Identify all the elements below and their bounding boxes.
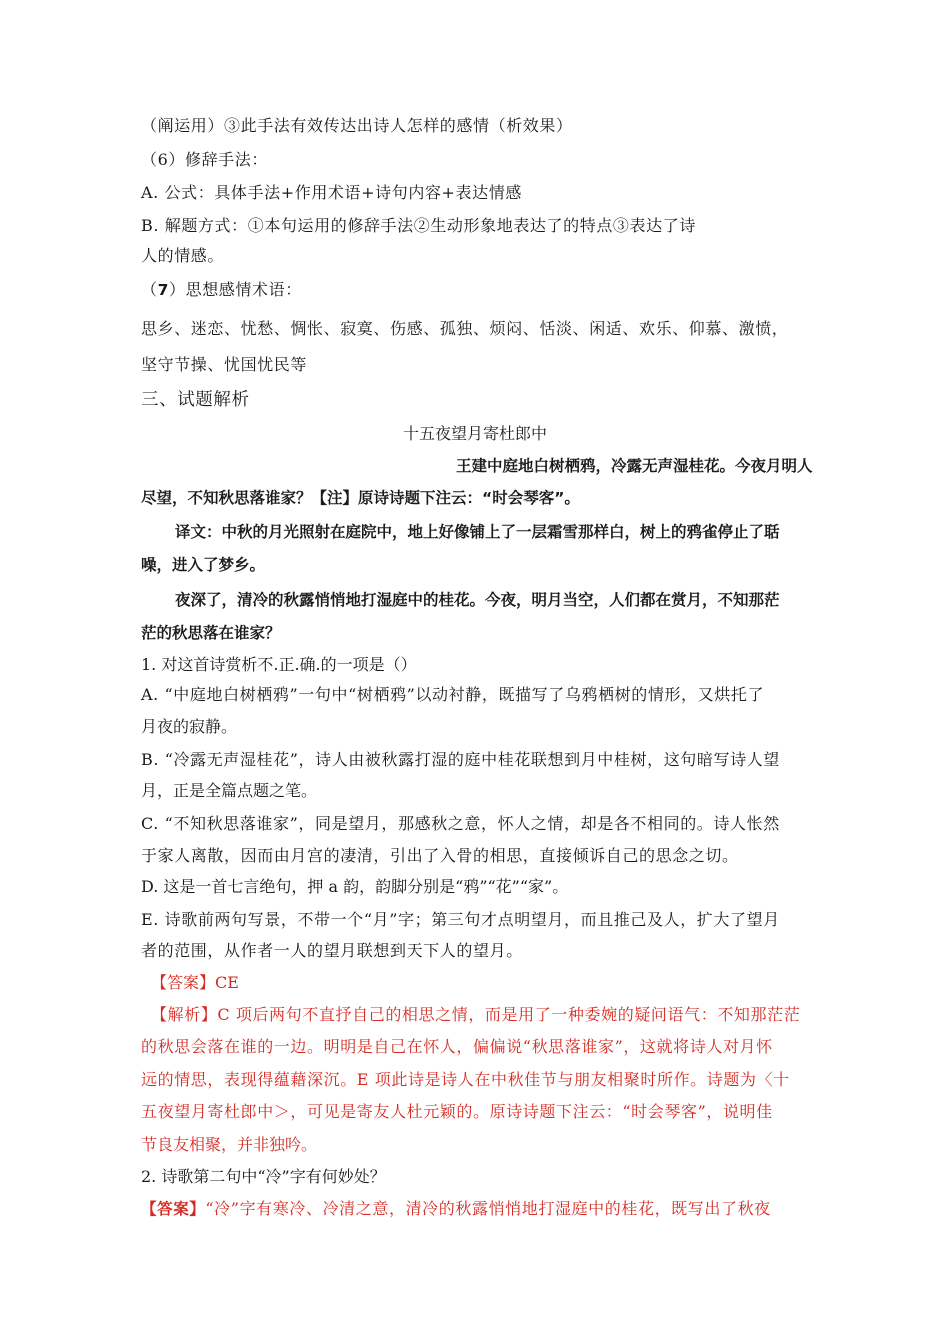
option-b: B. “冷露无声湿桂花”，诗人由被秋露打湿的庭中桂花联想到月中桂树，这句暗写诗人望 [141,750,780,769]
option-e: E. 诗歌前两句写景，不带一个“月”字；第三句才点明望月，而且推己及人，扩大了望月 [141,910,780,929]
section-heading: 三、试题解析 [141,390,250,410]
option-d: D. 这是一首七言绝句，押 a 韵，韵脚分别是“鸦”“花”“家”。 [141,877,569,896]
translation-line: 茫的秋思落在谁家？ [141,624,281,642]
explanation-text: C 项后两句不直抒自己的相思之情，而是用了一种委婉的疑问语气：不知那茫茫 [217,1005,801,1024]
text-line: A. 公式：具体手法+作用术语+诗句内容+表达情感 [141,183,522,202]
subsection-heading: （6）修辞手法： [141,150,268,169]
translation-line: 译文：中秋的月光照射在庭院中，地上好像铺上了一层霜雪那样白，树上的鸦雀停止了聒 [175,523,780,541]
option-a-cont: 月夜的寂静。 [141,717,238,736]
text-line: 人的情感。 [141,246,225,265]
paren-open: （ [141,280,158,299]
question-2: 2. 诗歌第二句中“冷”字有何妙处？ [141,1167,386,1186]
answer-text: “冷”字有寒冷、冷清之意，清冷的秋露悄悄地打湿庭中的桂花，既写出了秋夜 [205,1199,771,1218]
option-c-cont: 于家人离散，因而由月宫的凄清，引出了入骨的相思，直接倾诉自己的思念之切。 [141,846,739,865]
poem-title: 十五夜望月寄杜郎中 [402,424,547,443]
explanation-line: 的秋思会落在谁的一边。明明是自己在怀人，偏偏说“秋思落谁家”，这就将诗人对月怀 [141,1037,773,1056]
text-line: 坚守节操、忧国忧民等 [141,355,308,374]
answer-label: 【答案】 [141,1200,206,1218]
heading-text: ）思想感情术语： [169,280,302,299]
option-c: C. “不知秋思落谁家”，同是望月，那感秋之意，怀人之情，却是各不相同的。诗人怅然 [141,814,780,833]
option-a: A. “中庭地白树栖鸦”一句中“树栖鸦”以动衬静，既描写了乌鸦栖树的情形，又烘托了 [141,685,765,704]
text-line: 思乡、迷恋、忧愁、惆怅、寂寞、伤感、孤独、烦闷、恬淡、闲适、欢乐、仰慕、激愤， [141,319,789,338]
text-line: B. 解题方式：①本句运用的修辞手法②生动形象地表达了的特点③表达了诗 [141,216,696,235]
explanation-label: 【解析】 [151,1005,218,1024]
subsection-heading [141,279,302,301]
translation-line: 夜深了，清冷的秋露悄悄地打湿庭中的桂花。今夜，明月当空，人们都在赏月，不知那茫 [175,591,780,609]
poem-line: 王建中庭地白树栖鸦，冷露无声湿桂花。今夜月明人 [456,457,813,475]
explanation-line: 节良友相聚，并非独吟。 [141,1135,318,1154]
question-1: 1. 对这首诗赏析不.正.确.的一项是（） [141,655,417,674]
option-b-cont: 月，正是全篇点题之笔。 [141,781,318,800]
answer-2 [141,1198,771,1220]
answer-1 [151,972,239,994]
answer-label: 【答案】 [151,973,216,992]
text-line: （阐运用）③此手法有效传达出诗人怎样的感情（析效果） [141,116,573,135]
poem-line: 尽望，不知秋思落谁家？【注】原诗诗题下注云：“时会琴客”。 [141,489,580,507]
answer-value: CE [215,973,239,992]
option-e-cont: 者的范围，从作者一人的望月联想到天下人的望月。 [141,941,523,960]
explanation-1 [151,1004,800,1026]
explanation-line: 五夜望月寄杜郎中＞，可见是寄友人杜元颖的。原诗诗题下注云：“时会琴客”，说明佳 [141,1102,773,1121]
item-number: 7 [157,281,169,299]
explanation-line: 远的情思，表现得蕴藉深沉。E 项此诗是诗人在中秋佳节与朋友相聚时所作。诗题为〈十 [141,1070,790,1089]
translation-line: 噪，进入了梦乡。 [141,556,266,574]
